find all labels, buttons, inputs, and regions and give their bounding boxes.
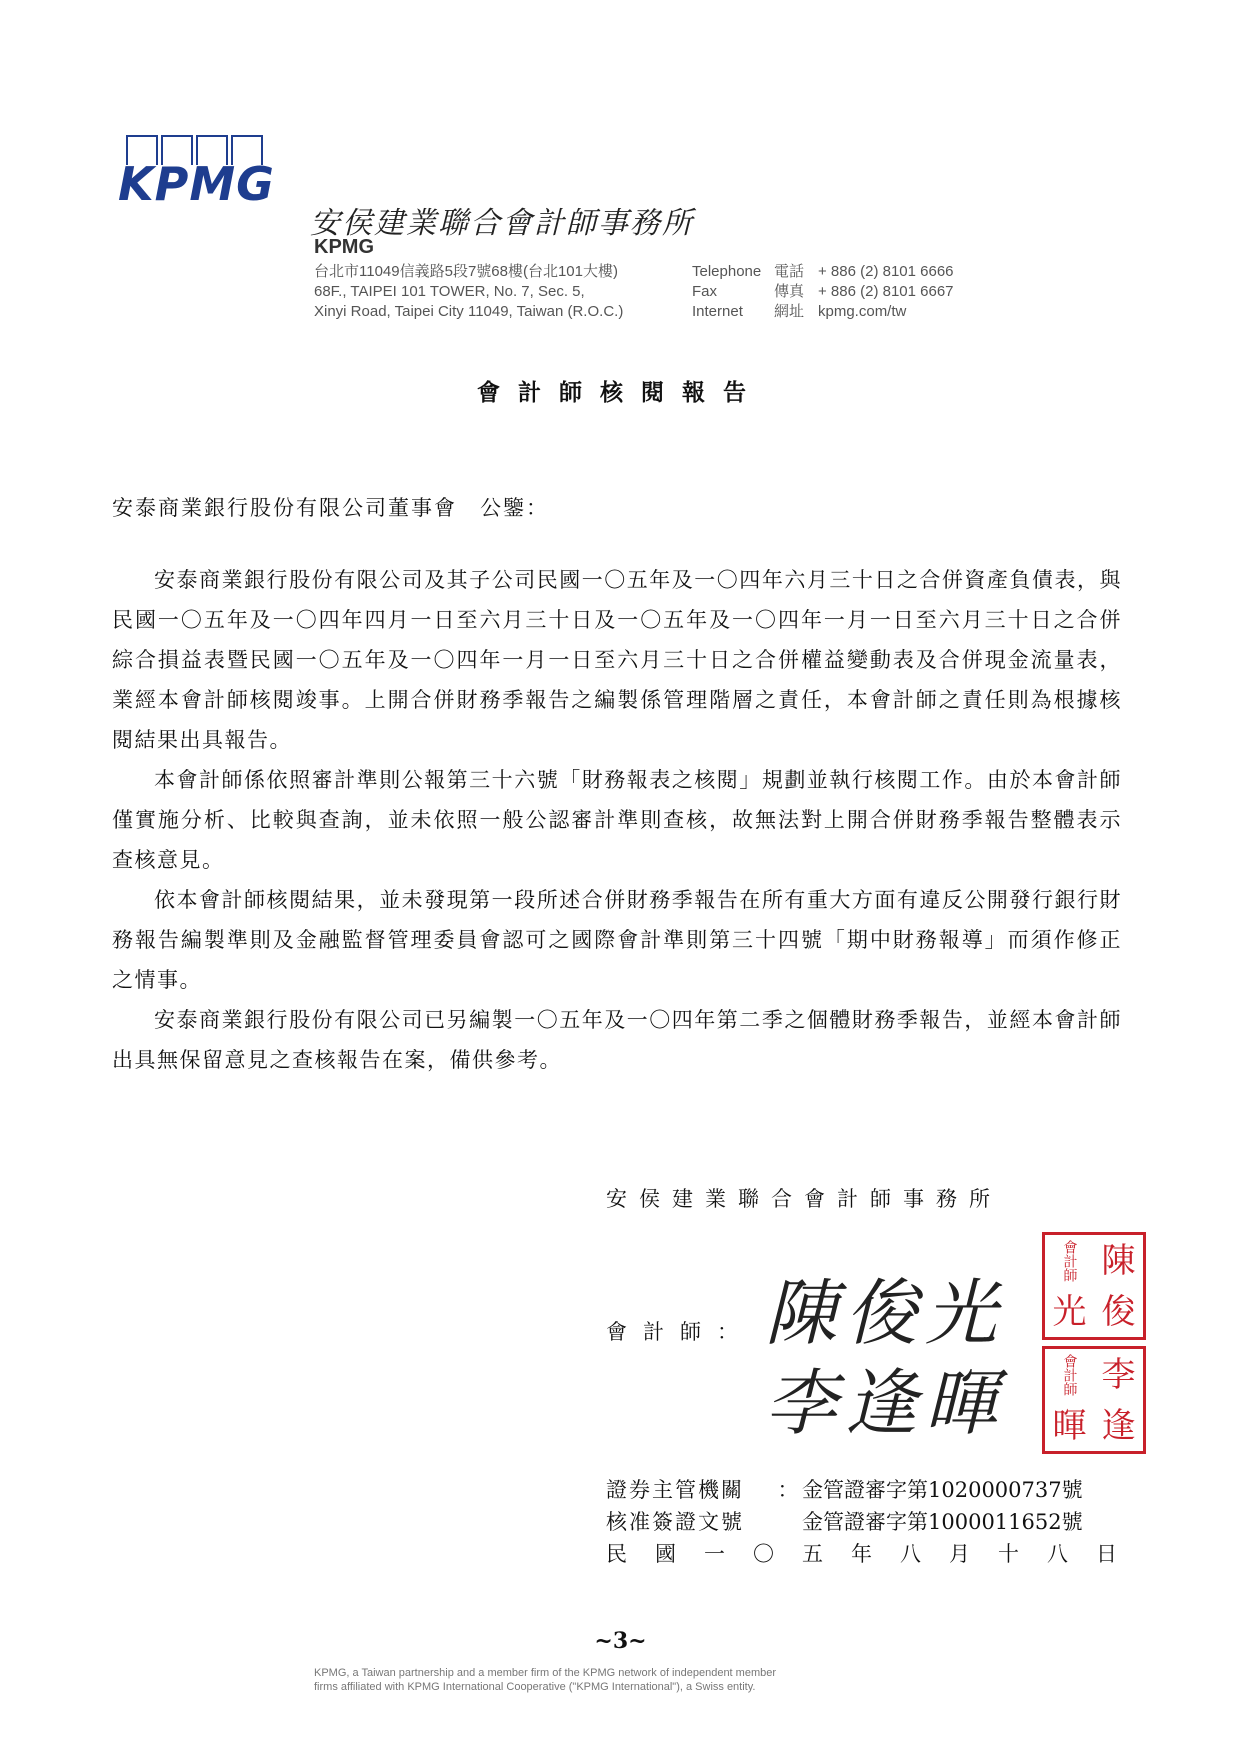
seal-char: 俊 [1101, 1291, 1136, 1332]
seal-accountant-1 [1042, 1232, 1146, 1340]
approval-row [606, 1474, 1083, 1506]
footer-line: KPMG, a Taiwan partnership and a member firm of the KPMG network of independent member [314, 1667, 777, 1679]
address-line: 68F., TAIPEI 101 TOWER, No. 7, Sec. 5, [314, 283, 585, 300]
report-paragraph: 安泰商業銀行股份有限公司已另編製一〇五年及一〇四年第二季之個體財務季報告，並經本會計師出具無保留意見之查核報告在案，備供參考。 [112, 1008, 1122, 1072]
report-date: 民國一〇五年八月十八日 [606, 1542, 1145, 1566]
accountant-label: 會計師： [606, 1320, 754, 1344]
contact-label-cn: 電話 [774, 263, 805, 280]
report-paragraph: 安泰商業銀行股份有限公司及其子公司民國一〇五年及一〇四年六月三十日之合併資產負債表，與民國一〇五年及一〇四年四月一日至六月三十日及一〇五年及一〇四年一月一日至六月三十日之合併綜合損益表暨民國一〇五年及一〇四年一月一日至六月三十日之合併權益變動表及合併現金流量表，業經本會計師核閱竣事。上開合併財務季報告之編製係管理階層之責任，本會計師之責任則為根據核閱結果出具報告。 [112, 568, 1122, 752]
contact-telephone [692, 262, 954, 282]
report-addressee: 安泰商業銀行股份有限公司董事會 公鑒： [112, 496, 549, 520]
firm-name-english: KPMG [314, 236, 374, 258]
report-title: 會計師核閱報告 [477, 379, 764, 406]
seal-char: 李 [1101, 1354, 1136, 1395]
contact-label-cn: 網址 [774, 303, 805, 320]
seal-char: 會計師 [1061, 1239, 1078, 1282]
contact-fax [692, 282, 954, 302]
signature-accountant-1: 陳俊光 [765, 1271, 1006, 1355]
report-paragraph: 依本會計師核閱結果，並未發現第一段所述合併財務季報告在所有重大方面有違反公開發行銀行財務報告編製準則及金融監督管理委員會認可之國際會計準則第三十四號「期中財務報導」而須作修正之情事。 [112, 888, 1122, 992]
contact-value: + 886 (2) 8101 6667 [818, 283, 954, 300]
approval-info [606, 1474, 1083, 1538]
signing-firm: 安侯建業聯合會計師事務所 [606, 1187, 1002, 1211]
seal-accountant-2 [1042, 1346, 1146, 1454]
firm-name-chinese: 安侯建業聯合會計師事務所 [310, 206, 694, 241]
seal-char: 暉 [1052, 1405, 1087, 1446]
approval-number: 金管證審字第1000011652號 [802, 1510, 1083, 1534]
address-line: 台北市11049信義路5段7號68樓(台北101大樓) [314, 263, 618, 280]
report-body [112, 560, 1122, 1080]
contact-label-cn: 傳真 [774, 283, 805, 300]
contact-label-en: Fax [692, 283, 718, 300]
contact-internet [692, 302, 954, 322]
firm-contacts [692, 262, 954, 322]
authority-label: 證券主管機關 [606, 1478, 744, 1502]
contact-value: + 886 (2) 8101 6666 [818, 263, 954, 280]
footer-disclaimer [314, 1666, 776, 1694]
address-line: Xinyi Road, Taipei City 11049, Taiwan (R.O.C.) [314, 303, 624, 320]
seal-char: 陳 [1101, 1240, 1136, 1281]
firm-address [314, 262, 623, 322]
logo-text: KPMG [118, 157, 275, 211]
contact-value: kpmg.com/tw [818, 303, 907, 320]
colon: ： [777, 1478, 799, 1502]
approval-label: 核准簽證文號 [606, 1510, 744, 1534]
seal-char: 會計師 [1061, 1353, 1078, 1396]
kpmg-logo [118, 135, 275, 211]
approval-row [606, 1506, 1083, 1538]
signature-accountant-2: 李逢暉 [765, 1361, 1006, 1445]
approval-number: 金管證審字第1020000737號 [802, 1478, 1083, 1502]
contact-label-en: Internet [692, 303, 743, 320]
footer-line: firms affiliated with KPMG International Cooperative ("KPMG International"), a Swiss entity. [314, 1681, 756, 1693]
contact-label-en: Telephone [692, 263, 762, 280]
seal-char: 逢 [1101, 1405, 1136, 1446]
seal-char: 光 [1052, 1291, 1087, 1332]
report-paragraph: 本會計師係依照審計準則公報第三十六號「財務報表之核閱」規劃並執行核閱工作。由於本會計師僅實施分析、比較與查詢，並未依照一般公認審計準則查核，故無法對上開合併財務季報告整體表示查核意見。 [112, 768, 1122, 872]
page-number: ~3~ [594, 1628, 647, 1654]
